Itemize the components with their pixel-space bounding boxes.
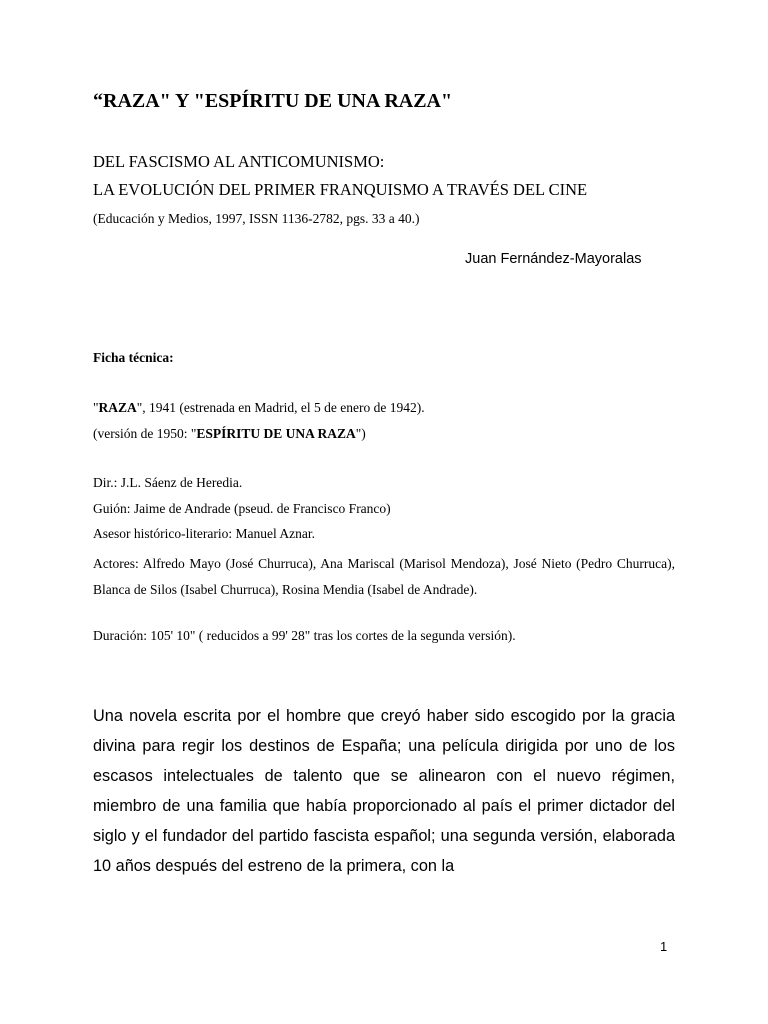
author-name: Juan Fernández-Mayoralas [465,251,642,267]
page-number: 1 [660,939,668,954]
duracion-line: Duración: 105' 10" ( reducidos a 99' 28" tras los cortes de la segunda versión). [93,628,516,643]
version-suffix: ") [355,426,366,441]
source-citation: (Educación y Medios, 1997, ISSN 1136-2782, pgs. 33 a 40.) [93,211,420,226]
subtitle-line-1: DEL FASCISMO AL ANTICOMUNISMO: [93,152,385,171]
asesor-line: Asesor histórico-literario: Manuel Aznar. [93,526,315,541]
film-rest: ", 1941 (estrenada en Madrid, el 5 de enero de 1942). [136,400,425,415]
version-line [93,425,366,443]
film-name: RAZA [98,400,137,415]
film-line [93,399,425,417]
body-paragraph: Una novela escrita por el hombre que creyó haber sido escogido por la gracia divina para regir los destinos de España; una película dirigida por uno de los escasos intelectuales de talento que se alinearon con el nuevo régimen, miembro de una familia que había proporcionado al país el primer dictador del siglo y el fundador del partido fascista español; una segunda versión, elaborada 10 años después del estreno de la primera, con la [93,707,675,875]
director-line: Dir.: J.L. Sáenz de Heredia. [93,475,243,490]
ficha-heading: Ficha técnica: [93,350,174,365]
version-prefix: (versión de 1950: " [93,426,197,441]
version-name: ESPÍRITU DE UNA RAZA [196,426,356,441]
document-title: “RAZA" Y "ESPÍRITU DE UNA RAZA" [93,90,453,112]
subtitle-line-2: LA EVOLUCIÓN DEL PRIMER FRANQUISMO A TRAVÉS DEL CINE [93,180,588,199]
guion-line: Guión: Jaime de Andrade (pseud. de Francisco Franco) [93,501,391,516]
actores-paragraph: Actores: Alfredo Mayo (José Churruca), Ana Mariscal (Marisol Mendoza), José Nieto (Pedro Churruca), Blanca de Silos (Isabel Churruca), Rosina Mendia (Isabel de Andrade). [93,556,675,597]
film-quote-open: " [93,400,99,415]
